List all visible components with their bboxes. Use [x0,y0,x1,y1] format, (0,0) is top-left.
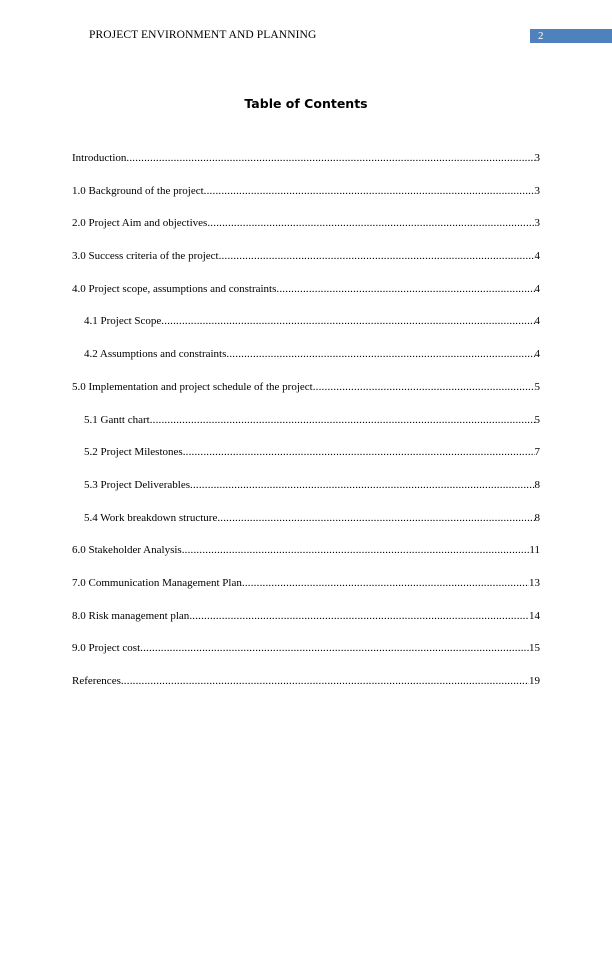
toc-entry-work-breakdown[interactable] [72,512,540,545]
toc-entry-project-deliverables[interactable] [72,479,540,512]
toc-entry-label: 5.1 Gantt chart [84,413,150,426]
toc-entry-label: 1.0 Background of the project [72,184,204,197]
toc-entry-label: 2.0 Project Aim and objectives [72,217,208,230]
toc-leader-dots [226,348,534,360]
toc-entry-page: 3 [534,217,540,230]
toc-leader-dots [126,152,534,164]
toc-leader-dots [207,217,534,229]
toc-entry-page: 13 [529,576,540,589]
toc-entry-page: 5 [534,380,540,393]
toc-entry-label: 3.0 Success criteria of the project [72,250,219,263]
toc-leader-dots [182,544,530,556]
toc-entry-gantt-chart[interactable] [72,414,540,447]
page-number-badge [530,29,612,43]
toc-entry-aim-objectives[interactable] [72,217,540,250]
toc-entry-page: 14 [529,609,540,622]
toc-entry-page: 4 [534,348,540,361]
toc-entry-background[interactable] [72,185,540,218]
toc-entry-project-milestones[interactable] [72,446,540,479]
toc-entry-label: Introduction [72,152,127,164]
toc-entry-page: 4 [534,250,540,263]
toc-entry-implementation-schedule[interactable] [72,381,540,414]
toc-entry-page: 8 [534,511,540,524]
toc-leader-dots [313,381,535,393]
toc-leader-dots [140,642,529,654]
toc-entry-page: 3 [534,152,540,164]
toc-entry-page: 19 [529,675,540,687]
toc-entry-page: 8 [534,478,540,491]
toc-entry-risk-management[interactable] [72,610,540,643]
toc-leader-dots [219,250,535,262]
toc-leader-dots [161,315,534,327]
toc-entry-label: 5.2 Project Milestones [84,446,183,459]
toc-entry-label: 4.0 Project scope, assumptions and constraints [72,282,277,295]
toc-leader-dots [183,446,535,458]
toc-entry-page: 3 [534,184,540,197]
toc-entry-label: 4.1 Project Scope [84,315,162,328]
toc-entry-scope-assumptions[interactable] [72,283,540,316]
toc-entry-references[interactable] [72,675,540,708]
toc-leader-dots [190,479,535,491]
toc-entry-project-cost[interactable] [72,642,540,675]
toc-entry-page: 4 [534,315,540,328]
toc-leader-dots [276,283,534,295]
toc-leader-dots [217,512,534,524]
toc-entry-stakeholder-analysis[interactable] [72,544,540,577]
toc-entry-label: 6.0 Stakeholder Analysis [72,544,182,557]
toc-leader-dots [121,675,529,687]
toc-entry-label: 5.0 Implementation and project schedule of the project [72,380,313,393]
toc-entry-label: 8.0 Risk management plan [72,609,190,622]
header-title: PROJECT ENVIRONMENT AND PLANNING [89,29,317,41]
toc-entry-page: 7 [534,446,540,459]
toc-entry-assumptions-constraints[interactable] [72,348,540,381]
toc-entry-page: 15 [529,642,540,655]
page-number: 2 [538,30,544,42]
toc-entry-communication-plan[interactable] [72,577,540,610]
toc-leader-dots [204,185,535,197]
toc-entry-label: 9.0 Project cost [72,642,141,655]
toc-entry-label: References [72,675,121,687]
toc-entry-project-scope[interactable] [72,315,540,348]
toc-entry-label: 5.4 Work breakdown structure [84,511,218,524]
toc-leader-dots [189,610,529,622]
toc-entry-page: 5 [534,413,540,426]
toc-entry-label: 4.2 Assumptions and constraints [84,348,227,361]
toc-entry-page: 11 [529,544,540,557]
toc-leader-dots [150,414,535,426]
table-of-contents [72,152,540,708]
toc-heading: Table of Contents [244,96,368,111]
toc-entry-introduction[interactable] [72,152,540,185]
toc-leader-dots [242,577,529,589]
toc-entry-success-criteria[interactable] [72,250,540,283]
toc-entry-label: 5.3 Project Deliverables [84,478,190,491]
toc-entry-page: 4 [534,282,540,295]
toc-entry-label: 7.0 Communication Management Plan [72,576,242,589]
